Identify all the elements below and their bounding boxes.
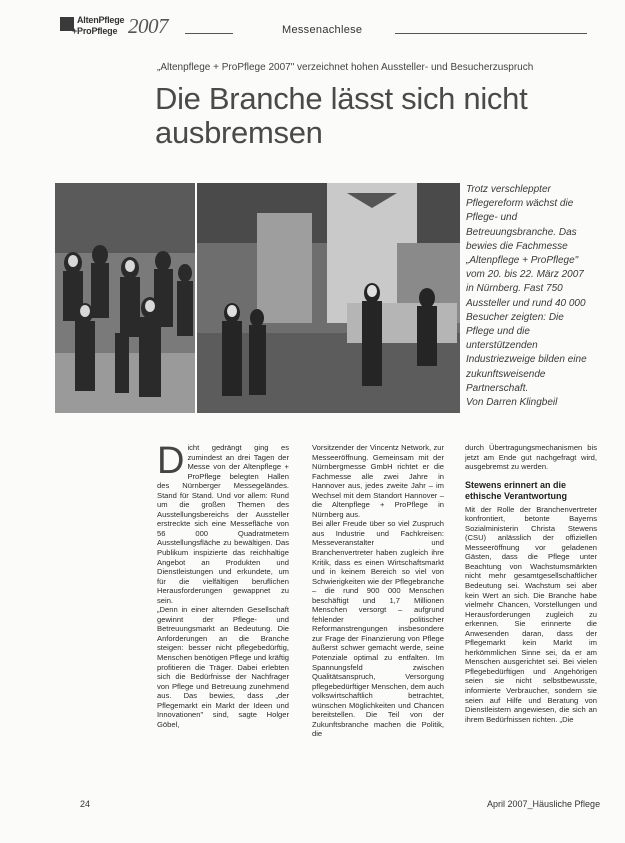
body-paragraph: [157, 440, 289, 605]
dropcap: D: [157, 440, 185, 482]
body-column-1: [157, 440, 289, 729]
article-kicker: „Altenpflege + ProPflege 2007" verzeichnet hohen Aussteller- und Besucherzuspruch: [157, 62, 534, 73]
section-label: Messenachlese: [282, 24, 363, 36]
body-column-2: [312, 443, 444, 739]
body-paragraph: Bei aller Freude über so viel Zuspruch aus Industrie und Fachkreisen: Messeveranstalter und Branchenvertreter haben zugleich ihre Kritik, dass es einen Wirtschaftsmarkt und in keinem Bereich so viel von Schwierigkeiten wie der Pflegebranche – die rund 900 000 Menschen beschäftigt und 1,7 Millionen Menschen versorgt – aufgrund fehlender politischer Reformanstrengungen insbesondere zur Frage der Finanzierung von Pflege äußerst schwer gemacht werde, seine Potenziale optimal zu entfalten. Im Spannungsfeld zwischen Qualitätsanspruch, Versorgung pflegebedürftiger Menschen, dem auch volkswirtschaftlich betrachtet, wünschen Möglichkeiten und Chancen bereitstellen. Die Teil von der Zukunftsbranche machen die Politik, die: [312, 519, 444, 739]
body-paragraph: Mit der Rolle der Branchenvertreter konfrontiert, betonte Bayerns Sozialministerin Christa Stewens (CSU) anlässlich der offiziellen Messeeröffnung vor geladenen Gästen, dass die Pflege unter Beachtung von Wachstumsmärkten nicht mehr gesamtgesellschaftlicher Bedeutung sei. Wachstum sei aber kein Wert an sich. Die Branche habe vielmehr Chancen, Vorstellungen und Herausforderungen zugleich zu erkennen. Sie erinnerte die Anwesenden daran, dass der Pflegemarkt kein Markt im herkömmlichen Sinne sei, da er am Menschen ausgerichtet sei. Bei vielen Pflegebedürftigen und Angehörigen seien sie nicht selbstbewusste, informierte Verbraucher, sondern sie seien auf Hilfe und Beratung von Dienstleistern angewiesen, die sich an ihrem Bedürfnissen richten. „Die: [465, 504, 597, 724]
teaser-text: Trotz verschleppter Pflegereform wächst die Pflege- und Betreuungsbranche. Das bewies die Fachmesse „Altenpflege + ProPflege" vom 20. bis 22. März 2007 in Nürnberg. Fast 750 Aussteller und rund 40 000 Besucher zeigten: Die Pflege und die unterstützenden Industriezweige bilden eine zukunftsweisende Partnerschaft.: [466, 184, 587, 394]
body-column-3: [465, 443, 597, 724]
body-paragraph: „Denn in einer alternden Gesellschaft gewinnt der Pflege- und Betreuungsmarkt an Bedeutung. Die Anforderungen an die Branche steigen: besser nicht pflegebedürftig, Menschen benötigen Pflege und kräftig profitieren die Träger. Dabei erlebten sich die Bedürfnisse der Nachfrager von Pflege und Betreuung zunehmend aus. Das bewies, dass „der Pflegemarkt ein Markt der Ideen und Innovationen" sind, sagte Holger Göbel,: [157, 605, 289, 729]
page-number: 24: [80, 799, 91, 809]
logo-line2: +ProPflege: [72, 26, 118, 36]
photo-booth-image: [197, 183, 460, 413]
body-paragraph: Vorsitzender der Vincentz Network, zur Messeeröffnung. Gemeinsam mit der Nürnbergmesse GmbH richtet er die Fachmesse alle zwei Jahre in Hannover aus, jedes zweite Jahr – im Wechsel mit dem Standort Hannover – die Altenpflege + ProPflege in Nürnberg aus.: [312, 443, 444, 519]
header-rule-right: [395, 33, 587, 34]
header-rule-left: [185, 33, 233, 34]
article-subhead: Stewens erinnert an die ethische Verantwortung: [465, 479, 568, 501]
photo-booth: [197, 183, 460, 413]
article-headline: Die Branche lässt sich nicht ausbremsen: [155, 81, 528, 150]
article-teaser: [466, 183, 594, 410]
logo-line1: AltenPflege: [77, 15, 125, 25]
photo-crowd-image: [55, 183, 195, 413]
magazine-footer: April 2007_Häusliche Pflege: [487, 799, 601, 809]
lead-text: icht gedrängt ging es zumindest an drei Tagen der Messe von der Altenpflege + ProPflege belegten Hallen des Nürnberger Messegeländes. Stand für Stand. Und vor allem: Rund um die großen Themen des Ausstellungsbereichs der Aussteller erstreckte sich eine Messefläche von 56 000 Quadratmetern Ausstellungsfläche zu bewältigen. Das Publikum inspizierte das reichhaltige Angebot an Produkten und Dienstleistungen und erkundete, um für die vielfältigen beruflichen Herausforderungen gewappnet zu sein.: [157, 443, 289, 605]
article-author: Von Darren Klingbeil: [466, 397, 558, 409]
body-paragraph: durch Übertragungsmechanismen bis jetzt am Ende gut nachgefragt wird, ausgebremst zu werden.: [465, 443, 597, 472]
photo-crowd: [55, 183, 195, 413]
logo-year: 2007: [128, 14, 168, 38]
